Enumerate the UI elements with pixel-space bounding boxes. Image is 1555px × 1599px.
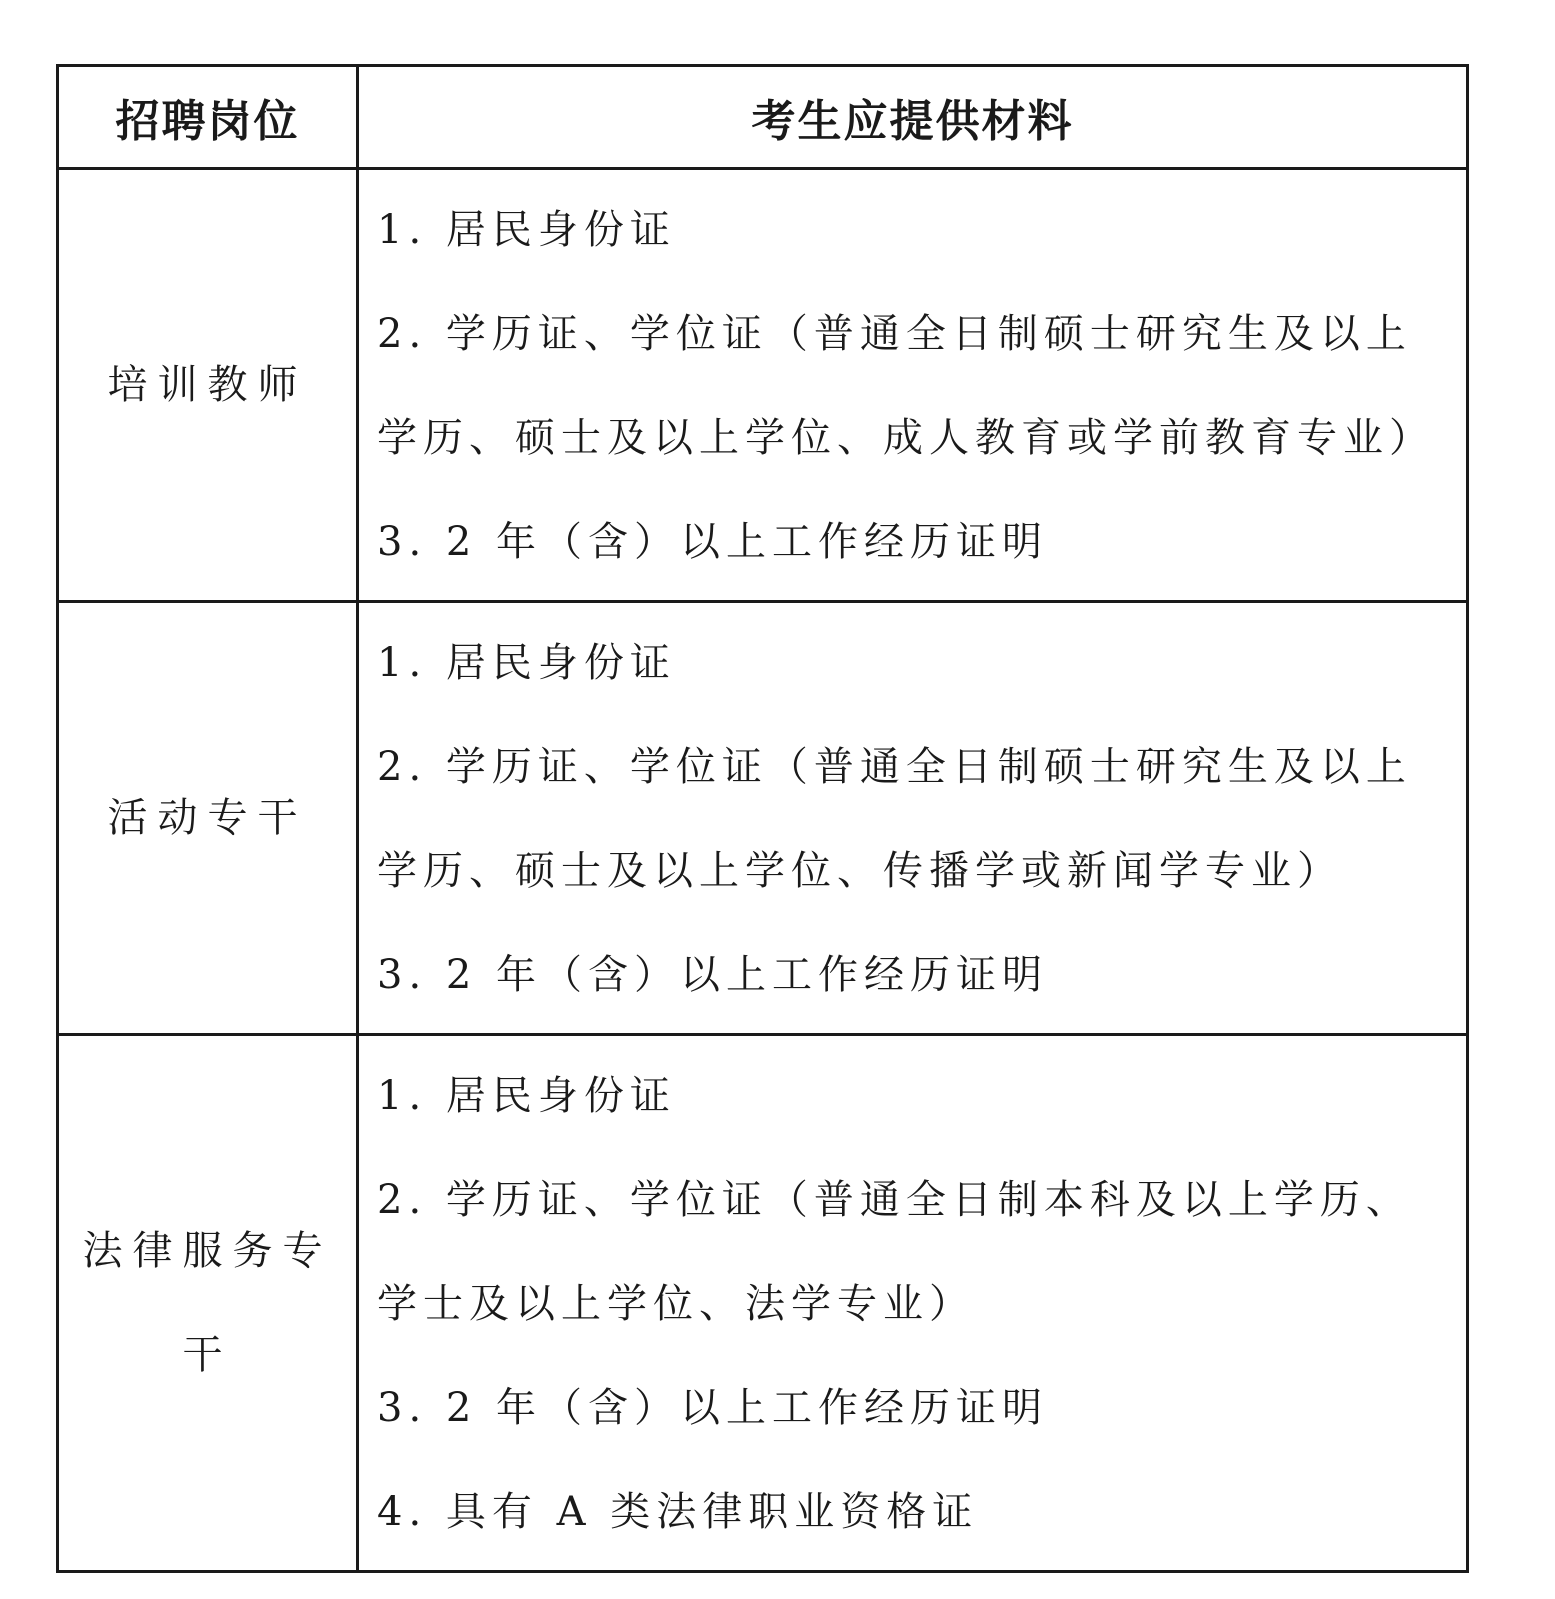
recruitment-materials-table [56, 64, 1469, 1573]
material-item: 2. 学历证、学位证（普通全日制硕士研究生及以上学历、硕士及以上学位、成人教育或学前教育专业） [377, 311, 1435, 461]
material-item: 1. 居民身份证 [377, 640, 676, 686]
position-cell: 培训教师 [58, 169, 358, 602]
material-item: 2. 学历证、学位证（普通全日制硕士研究生及以上学历、硕士及以上学位、传播学或新闻学专业） [377, 744, 1412, 894]
material-item: 3. 2 年（含）以上工作经历证明 [377, 952, 1049, 998]
materials-cell [358, 169, 1468, 602]
position-cell: 法律服务专干 [58, 1035, 358, 1572]
material-item: 1. 居民身份证 [377, 207, 676, 253]
table-row [58, 169, 1468, 602]
material-item: 1. 居民身份证 [377, 1073, 676, 1119]
recruitment-materials-table-container [56, 64, 1466, 1573]
header-position: 招聘岗位 [58, 66, 358, 169]
table-header-row [58, 66, 1468, 169]
materials-cell [358, 602, 1468, 1035]
material-item: 3. 2 年（含）以上工作经历证明 [377, 1385, 1049, 1431]
table-row [58, 602, 1468, 1035]
position-cell: 活动专干 [58, 602, 358, 1035]
material-item: 2. 学历证、学位证（普通全日制本科及以上学历、学士及以上学位、法学专业） [377, 1177, 1412, 1327]
table-row [58, 1035, 1468, 1572]
materials-cell [358, 1035, 1468, 1572]
material-item: 4. 具有 A 类法律职业资格证 [377, 1489, 979, 1535]
material-item: 3. 2 年（含）以上工作经历证明 [377, 519, 1049, 565]
header-materials: 考生应提供材料 [358, 66, 1468, 169]
